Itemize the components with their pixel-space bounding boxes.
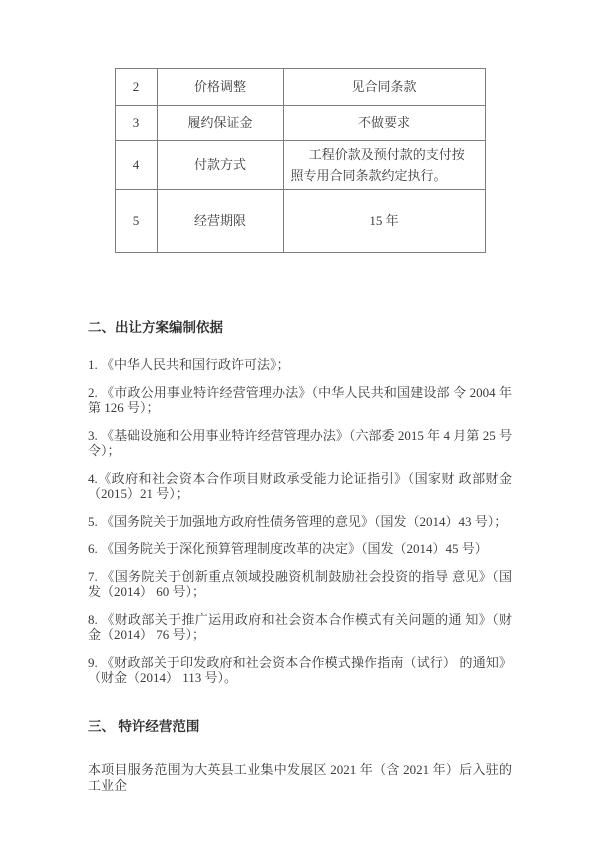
table-cell-item: 履约保证金 bbox=[157, 106, 283, 141]
list-item-4: 4.《政府和社会资本合作项目财政承受能力论证指引》（国家财 政部财金（2015）21 号）； bbox=[88, 470, 512, 501]
list-item-6: 6. 《国务院关于深化预算管理制度改革的决定》（国发（2014）45 号） bbox=[88, 541, 488, 556]
table-cell-number: 4 bbox=[115, 141, 157, 190]
table-cell-value: 15 年 bbox=[283, 190, 485, 253]
table-cell-item: 付款方式 bbox=[157, 141, 283, 190]
list-item-1: 1. 《中华人民共和国行政许可法》； bbox=[88, 357, 290, 372]
table-row bbox=[115, 190, 485, 253]
table-cell-item: 价格调整 bbox=[157, 69, 283, 106]
table-cell-item: 经营期限 bbox=[157, 190, 283, 253]
list-item-3: 3. 《基础设施和公用事业特许经营管理办法》（六部委 2015 年 4 月第 25 号 令）； bbox=[88, 427, 512, 458]
list-item-9: 9. 《财政部关于印发政府和社会资本合作模式操作指南（试行） 的通知》（财金（2014） 113 号）。 bbox=[88, 654, 512, 685]
table-cell-value: 不做要求 bbox=[283, 106, 485, 141]
table-cell-number: 2 bbox=[115, 69, 157, 106]
scope-paragraph: 本项目服务范围为大英县工业集中发展区 2021 年（含 2021 年）后入驻的工业企 bbox=[88, 761, 512, 793]
terms-table bbox=[115, 68, 486, 253]
table-cell-number: 3 bbox=[115, 106, 157, 141]
list-item-2: 2. 《市政公用事业特许经营管理办法》（中华人民共和国建设部 令 2004 年第 126 号）； bbox=[88, 384, 512, 415]
list-item-5: 5. 《国务院关于加强地方政府性债务管理的意见》（国发（2014）43 号）； bbox=[88, 513, 508, 529]
section-heading-scope: 三、 特许经营范围 bbox=[88, 718, 200, 734]
basis-list bbox=[88, 357, 512, 686]
list-item-7: 7. 《国务院关于创新重点领域投融资机制鼓励社会投资的指导 意见》（国发（2014） 60 号）； bbox=[88, 568, 512, 599]
table-cell-number: 5 bbox=[115, 190, 157, 253]
table-cell-value: 见合同条款 bbox=[283, 69, 485, 106]
table-cell-value: 工程价款及预付款的支付按照专用合同条款约定执行。 bbox=[283, 141, 485, 190]
section-heading-basis: 二、出让方案编制依据 bbox=[88, 320, 223, 335]
list-item-8: 8. 《财政部关于推广运用政府和社会资本合作模式有关问题的通 知》（财金（2014） 76 号）； bbox=[88, 611, 512, 642]
table-row bbox=[115, 69, 485, 106]
table-row bbox=[115, 141, 485, 190]
table-row bbox=[115, 106, 485, 141]
